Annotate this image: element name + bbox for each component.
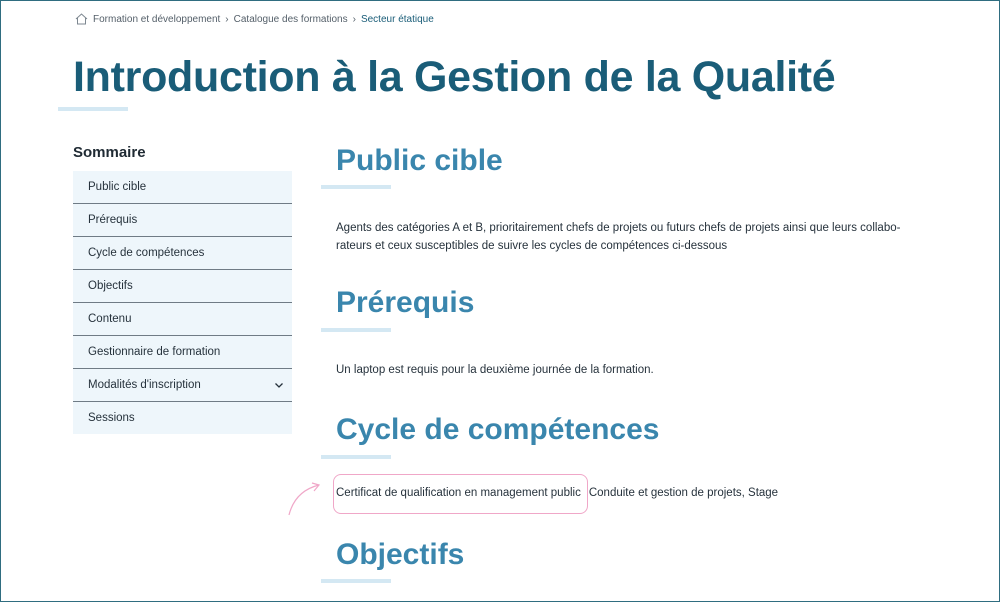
sidebar-item-label: Gestionnaire de formation bbox=[88, 346, 221, 358]
sommaire-nav bbox=[73, 171, 292, 434]
sidebar-item-modalites[interactable] bbox=[73, 369, 292, 402]
sidebar-item-objectifs[interactable] bbox=[73, 270, 292, 303]
cycle-link-certificat[interactable]: Certificat de qualification en management public bbox=[336, 487, 581, 499]
sidebar-item-label: Modalités d'inscription bbox=[88, 379, 201, 391]
section-underline bbox=[321, 579, 391, 583]
breadcrumb bbox=[75, 13, 434, 25]
prerequis-text: Un laptop est requis pour la deuxième journée de la formation. bbox=[336, 364, 654, 376]
section-underline bbox=[321, 185, 391, 189]
sidebar-item-label: Contenu bbox=[88, 313, 132, 325]
sidebar-item-contenu[interactable] bbox=[73, 303, 292, 336]
title-underline bbox=[58, 107, 128, 111]
section-title-cycle: Cycle de compétences bbox=[336, 413, 660, 446]
sidebar-item-public-cible[interactable] bbox=[73, 171, 292, 204]
breadcrumb-separator: › bbox=[352, 13, 356, 25]
breadcrumb-link-catalogue[interactable]: Catalogue des formations bbox=[233, 13, 348, 25]
sidebar-item-prerequis[interactable] bbox=[73, 204, 292, 237]
section-title-prerequis: Prérequis bbox=[336, 286, 475, 319]
breadcrumb-current: Secteur étatique bbox=[360, 13, 434, 25]
section-title-public-cible: Public cible bbox=[336, 144, 503, 177]
cycle-other-items: Conduite et gestion de projets, Stage bbox=[588, 487, 779, 499]
sidebar-item-label: Prérequis bbox=[88, 214, 138, 226]
sidebar-item-sessions[interactable] bbox=[73, 402, 292, 434]
sidebar-item-label: Objectifs bbox=[88, 280, 133, 292]
sidebar-item-cycle[interactable] bbox=[73, 237, 292, 270]
breadcrumb-link-formation[interactable]: Formation et développement bbox=[93, 13, 221, 25]
chevron-down-icon[interactable] bbox=[274, 380, 284, 390]
sidebar-item-label: Public cible bbox=[88, 181, 147, 193]
home-icon[interactable] bbox=[75, 13, 88, 25]
sidebar-item-label: Cycle de compétences bbox=[88, 247, 205, 259]
annotation-arrow-icon bbox=[285, 477, 325, 517]
sommaire-title: Sommaire bbox=[73, 144, 146, 161]
section-underline bbox=[321, 328, 391, 332]
sidebar-item-gestionnaire[interactable] bbox=[73, 336, 292, 369]
cycle-competences-line bbox=[336, 487, 778, 499]
page-title: Introduction à la Gestion de la Qualité bbox=[73, 53, 836, 101]
public-cible-text: Agents des catégories A et B, prioritairement chefs de projets ou futurs chefs de projets ainsi que leurs collabo-rateurs et ceux susceptibles de suivre les cycles de compétences ci-dessous bbox=[336, 222, 901, 252]
sidebar-item-label: Sessions bbox=[88, 412, 135, 424]
section-title-objectifs: Objectifs bbox=[336, 538, 465, 571]
breadcrumb-separator: › bbox=[225, 13, 229, 25]
section-underline bbox=[321, 455, 391, 459]
